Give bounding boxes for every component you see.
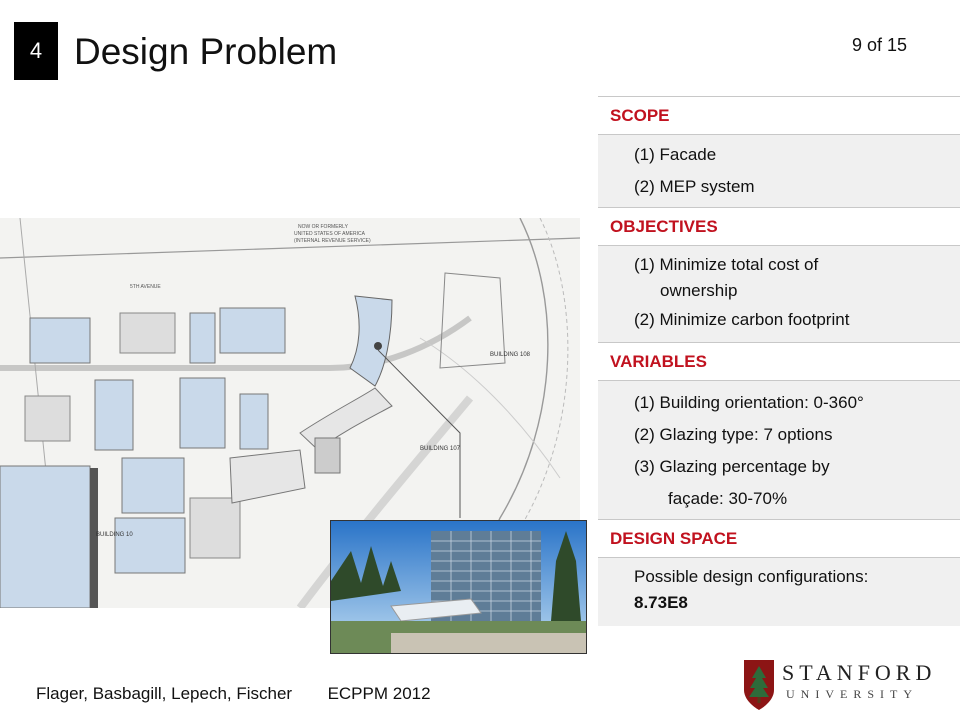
footer-conference: ECPPM 2012 bbox=[327, 684, 431, 703]
variable-item-glazing-percentage-cont: façade: 30-70% bbox=[668, 489, 788, 508]
footer-citation bbox=[36, 684, 431, 704]
objective-item-cost-line2: ownership bbox=[660, 281, 738, 300]
scope-item-facade: (1) Facade bbox=[634, 145, 717, 164]
variable-item-orientation: (1) Building orientation: 0-360° bbox=[634, 393, 864, 412]
design-space-text: Possible design configurations: bbox=[634, 567, 869, 586]
section-number-badge bbox=[14, 22, 58, 80]
design-space-body bbox=[598, 557, 960, 626]
design-problem-table bbox=[598, 96, 960, 626]
variables-body bbox=[598, 380, 960, 519]
design-space-value: 8.73E8 bbox=[634, 593, 688, 612]
variable-item-glazing-percentage: (3) Glazing percentage by bbox=[634, 457, 830, 476]
scope-item-mep: (2) MEP system bbox=[634, 177, 755, 196]
map-owner-line3: (INTERNAL REVENUE SERVICE) bbox=[294, 238, 371, 244]
design-space-heading: DESIGN SPACE bbox=[598, 519, 960, 557]
stanford-tree-icon bbox=[742, 660, 776, 710]
variable-item-glazing-type: (2) Glazing type: 7 options bbox=[634, 425, 833, 444]
objectives-heading: OBJECTIVES bbox=[598, 207, 960, 245]
page-number: 9 of 15 bbox=[852, 35, 908, 55]
objective-item-cost bbox=[634, 252, 954, 304]
objectives-body bbox=[598, 245, 960, 342]
map-avenue-label: 5TH AVENUE bbox=[130, 284, 161, 290]
stanford-wordmark-line2: UNIVERSITY bbox=[786, 687, 918, 701]
objective-item-cost-line1: (1) Minimize total cost of bbox=[634, 255, 819, 274]
map-building-10-label: BUILDING 10 bbox=[96, 532, 133, 538]
scope-heading: SCOPE bbox=[598, 96, 960, 134]
section-number: 4 bbox=[29, 38, 43, 63]
scope-body bbox=[598, 134, 960, 207]
map-owner-line2: UNITED STATES OF AMERICA bbox=[294, 231, 365, 237]
variables-heading: VARIABLES bbox=[598, 342, 960, 380]
objective-item-carbon: (2) Minimize carbon footprint bbox=[634, 310, 850, 329]
stanford-wordmark bbox=[782, 660, 936, 702]
slide-title: Design Problem bbox=[74, 31, 338, 72]
map-building-107-label: BUILDING 107 bbox=[420, 446, 461, 452]
stanford-wordmark-line1: STANFORD bbox=[782, 660, 937, 685]
map-building-108-label: BUILDING 108 bbox=[490, 352, 531, 358]
building-rendering-image bbox=[330, 520, 587, 654]
footer-authors: Flager, Basbagill, Lepech, Fischer bbox=[36, 684, 293, 703]
map-owner-line1: NOW OR FORMERLY bbox=[298, 224, 348, 230]
